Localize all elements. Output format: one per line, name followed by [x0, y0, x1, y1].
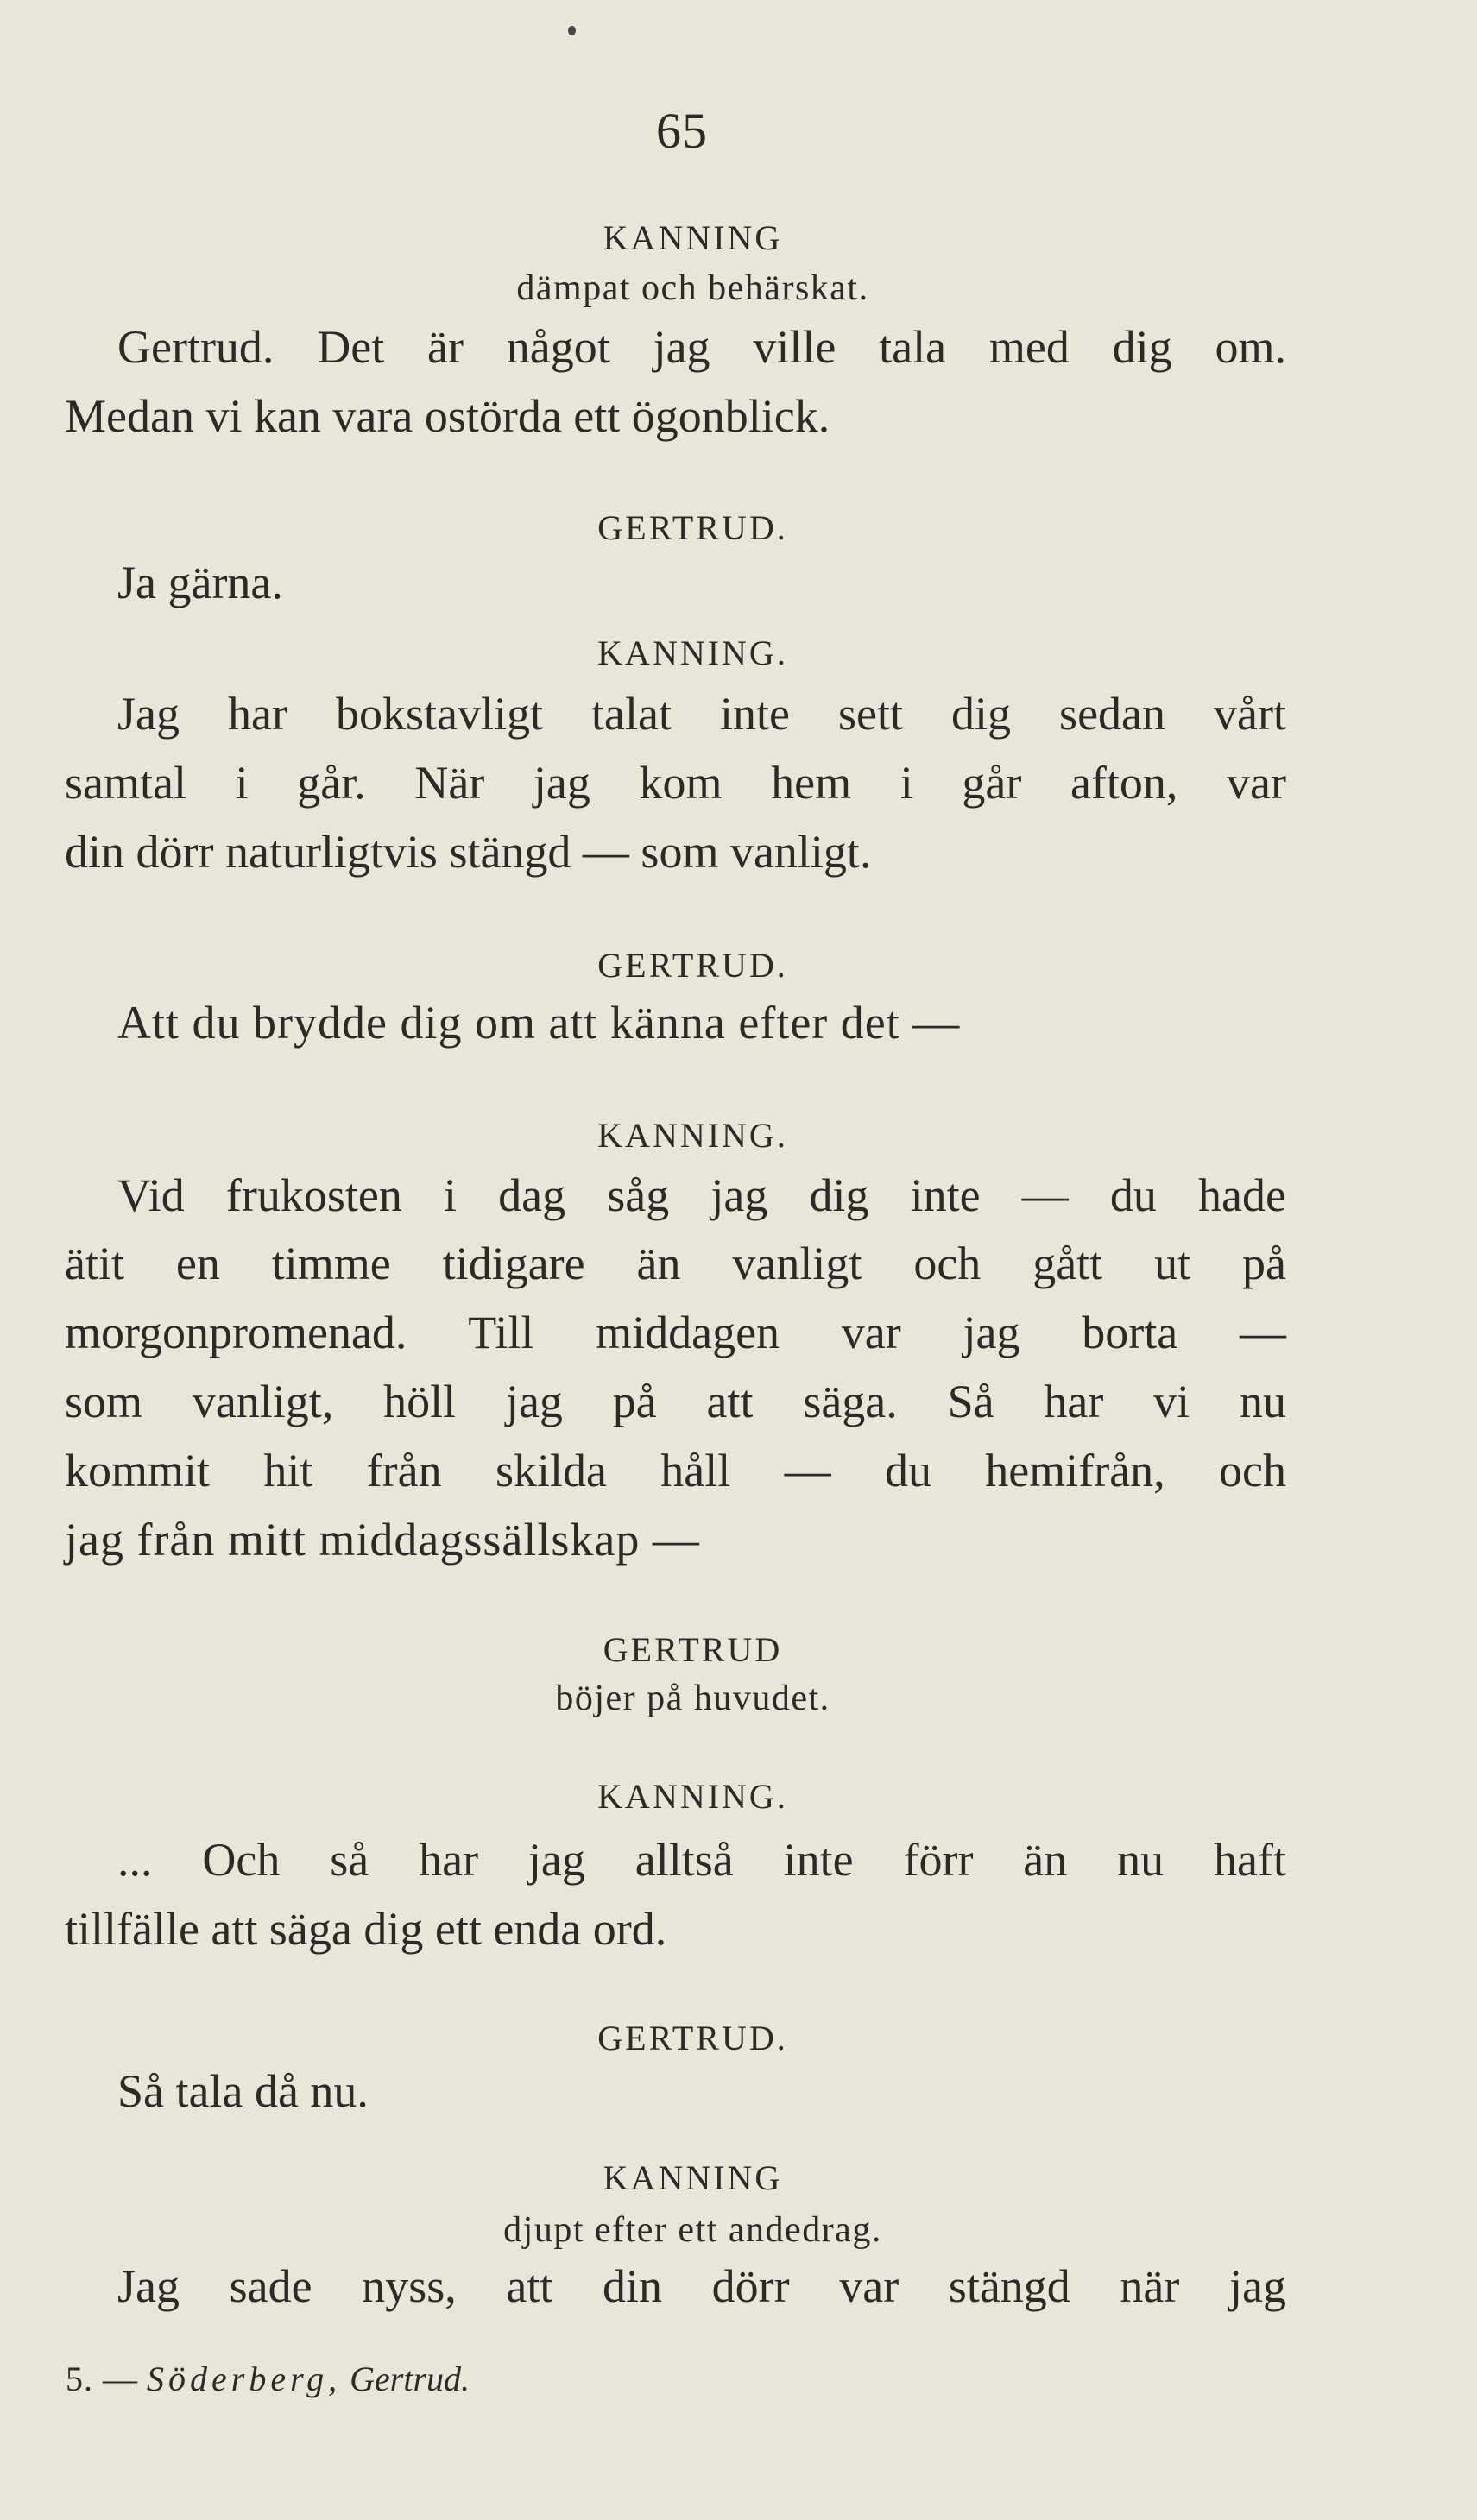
speaker-heading: GERTRUD. [597, 946, 788, 985]
stage-direction: djupt efter ett andedrag. [503, 2210, 882, 2250]
dialogue-line: som vanligt, höll jag på att säga. Så har vi nu [65, 1376, 1286, 1427]
dialogue-line: Ja gärna. [117, 557, 283, 608]
dialogue-line: Jag sade nyss, att din dörr var stängd när jag [117, 2260, 1286, 2312]
dialogue-line: Gertrud. Det är något jag ville tala med dig om. [117, 321, 1286, 373]
dialogue-line: Medan vi kan vara ostörda ett ögonblick. [65, 390, 830, 442]
footer-author: Söderberg, [147, 2359, 342, 2398]
dialogue-line: ... Och så har jag alltså inte förr än nu haft [117, 1834, 1286, 1886]
dialogue-line: tillfälle att säga dig ett enda ord. [65, 1903, 667, 1955]
speaker-heading: KANNING [603, 2158, 783, 2197]
speaker-heading: KANNING. [597, 633, 788, 672]
dialogue-line: Vid frukosten i dag såg jag dig inte — du hade [117, 1169, 1286, 1221]
dialogue-line: Jag har bokstavligt talat inte sett dig sedan vårt [117, 688, 1286, 740]
dialogue-line: jag från mitt middagssällskap — [65, 1514, 700, 1566]
dialogue-line: morgonpromenad. Till middagen var jag borta — [65, 1307, 1286, 1358]
dialogue-line: Så tala då nu. [117, 2065, 369, 2117]
speaker-heading: KANNING. [597, 1116, 788, 1155]
speaker-heading: KANNING [603, 218, 783, 257]
footer-signature [66, 2359, 470, 2399]
stage-direction: dämpat och behärskat. [516, 268, 869, 308]
ink-speck [568, 26, 576, 35]
dialogue-line: din dörr naturligtvis stängd — som vanligt. [65, 826, 872, 878]
speaker-heading: GERTRUD [603, 1630, 783, 1669]
dialogue-line: kommit hit från skilda håll — du hemifrån, och [65, 1445, 1286, 1496]
stage-direction: böjer på huvudet. [555, 1679, 830, 1718]
speaker-heading: KANNING. [597, 1777, 788, 1816]
dialogue-line: samtal i går. När jag kom hem i går afton, var [65, 757, 1286, 809]
footer-title: Gertrud. [350, 2359, 470, 2398]
speaker-heading: GERTRUD. [597, 2019, 788, 2057]
dialogue-line: Att du brydde dig om att känna efter det — [117, 997, 961, 1049]
speaker-heading: GERTRUD. [597, 508, 788, 547]
signature-mark: 5. — [66, 2359, 138, 2398]
dialogue-line: ätit en timme tidigare än vanligt och gått ut på [65, 1238, 1286, 1289]
page-number: 65 [656, 103, 708, 159]
